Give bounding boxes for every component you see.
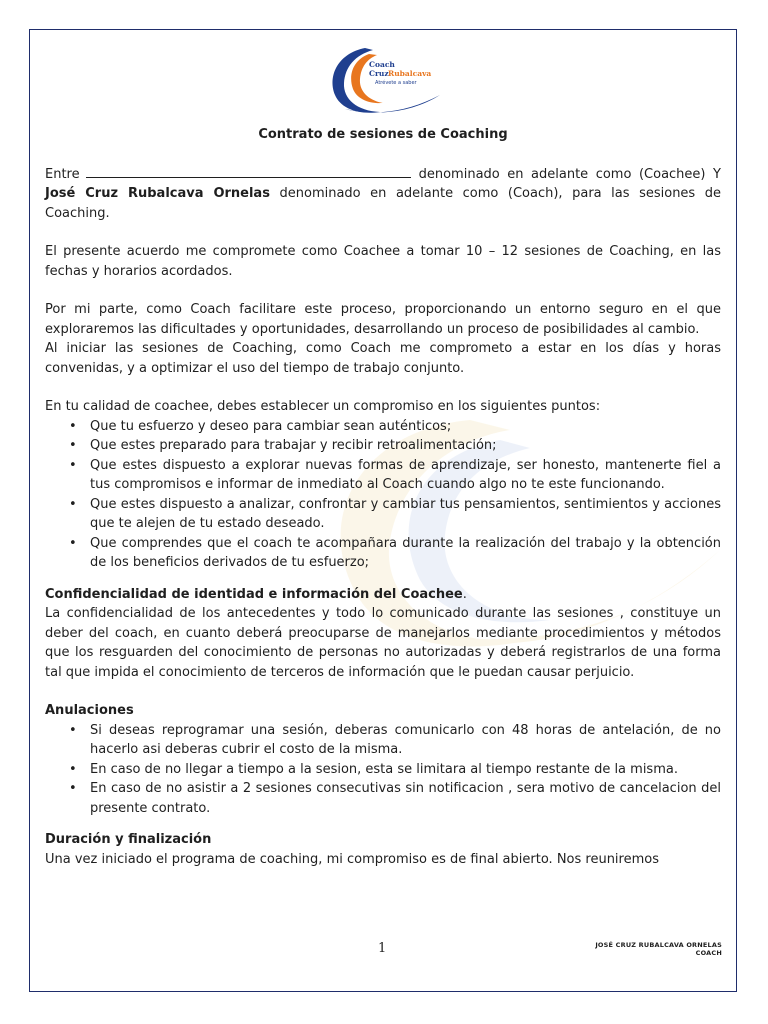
spacer <box>45 818 721 830</box>
cancellations-heading: Anulaciones <box>45 703 134 718</box>
list-item: • Si deseas reprogramar una sesión, deberas comunicarlo con 48 horas de antelación, de no hacerlo asi deberas cubrir el costo de la misma. <box>90 721 721 760</box>
intro-entre-rest: denominado en adelante como (Coachee) <box>418 166 706 182</box>
confidentiality-heading <box>45 585 721 605</box>
document-body <box>45 125 721 869</box>
intro-y: Y <box>713 166 721 182</box>
duration-text: Una vez iniciado el programa de coaching, mi compromiso es de final abierto. Nos reuniremos <box>45 851 659 867</box>
confidentiality-text: La confidencialidad de los antecedentes y todo lo comunicado durante las sesiones , constituye un deber del coach, en cuanto deberá preocuparse de manejarlos mediante procedimientos y métodos que los resguarden del conocimiento de personas no autorizadas y deberá registrarlos de una forma tal que impida el conocimiento de terceros de información que le puedan causar perjuicio. <box>45 606 721 680</box>
intro-entre: Entre <box>45 166 80 182</box>
coach-name: José Cruz Rubalcava Ornelas <box>45 186 270 201</box>
logo-line2a: Cruz <box>369 69 389 78</box>
spacer <box>45 378 721 397</box>
logo-line1: Coach <box>369 60 395 69</box>
spacer <box>45 281 721 300</box>
coach-logo <box>325 45 450 115</box>
intro-paragraph <box>45 165 721 224</box>
confidentiality-heading-text: Confidencialidad de identidad e información del Coachee <box>45 586 463 602</box>
logo-tagline: Atrévete a saber <box>375 80 417 86</box>
commitment-intro: En tu calidad de coachee, debes establecer un compromiso en los siguientes puntos: <box>45 399 601 414</box>
paragraph-coach-role: Por mi parte, como Coach facilitare este proceso, proporcionando un entorno seguro en el que exploraremos las dificultades y oportunidades, desarrollando un proceso de posibilidades al cambio. <box>45 302 721 337</box>
list-item: • Que estes dispuesto a explorar nuevas formas de aprendizaje, ser honesto, mantenerte fiel a tus compromisos e informar de inmediato al Coach cuando algo no te este funcionando. <box>90 456 721 495</box>
document-title: Contrato de sesiones de Coaching <box>258 127 508 142</box>
footer-name: JOSÉ CRUZ RUBALCAVA ORNELAS <box>595 941 722 949</box>
paragraph-coach-commitment: Al iniciar las sesiones de Coaching, como Coach me comprometo a estar en los días y horas convenidas, y a optimizar el uso del tiempo de trabajo conjunto. <box>45 341 721 376</box>
logo-line2b: Rubalcava <box>388 69 432 78</box>
list-item: • Que tu esfuerzo y deseo para cambiar sean auténticos; <box>90 417 721 437</box>
cancellations-list <box>45 721 721 819</box>
duration-heading: Duración y finalización <box>45 832 212 847</box>
list-item: • Que estes dispuesto a analizar, confrontar y cambiar tus pensamientos, sentimientos y acciones que te alejen de tu estado deseado. <box>90 495 721 534</box>
spacer <box>45 223 721 242</box>
spacer <box>45 573 721 585</box>
footer-title: COACH <box>695 949 722 957</box>
commitment-list <box>45 417 721 573</box>
confidentiality-heading-dot: . <box>462 586 467 602</box>
footer-signature <box>595 941 722 957</box>
name-blank-line <box>86 166 411 178</box>
list-item: • Que comprendes que el coach te acompañara durante la realización del trabajo y la obtención de los beneficios derivados de tu esfuerzo; <box>90 534 721 573</box>
list-item: • En caso de no llegar a tiempo a la sesion, esta se limitara al tiempo restante de la misma. <box>90 760 721 780</box>
page-number: 1 <box>378 941 387 956</box>
list-item: • En caso de no asistir a 2 sesiones consecutivas sin notificacion , sera motivo de cancelacion del presente contrato. <box>90 779 721 818</box>
list-item: • Que estes preparado para trabajar y recibir retroalimentación; <box>90 436 721 456</box>
intro-coach-rest: denominado en adelante como (Coach), para las sesiones de Coaching. <box>45 186 721 221</box>
spacer <box>45 682 721 701</box>
paragraph-sessions: El presente acuerdo me compromete como Coachee a tomar 10 – 12 sesiones de Coaching, en las fechas y horarios acordados. <box>45 244 721 279</box>
